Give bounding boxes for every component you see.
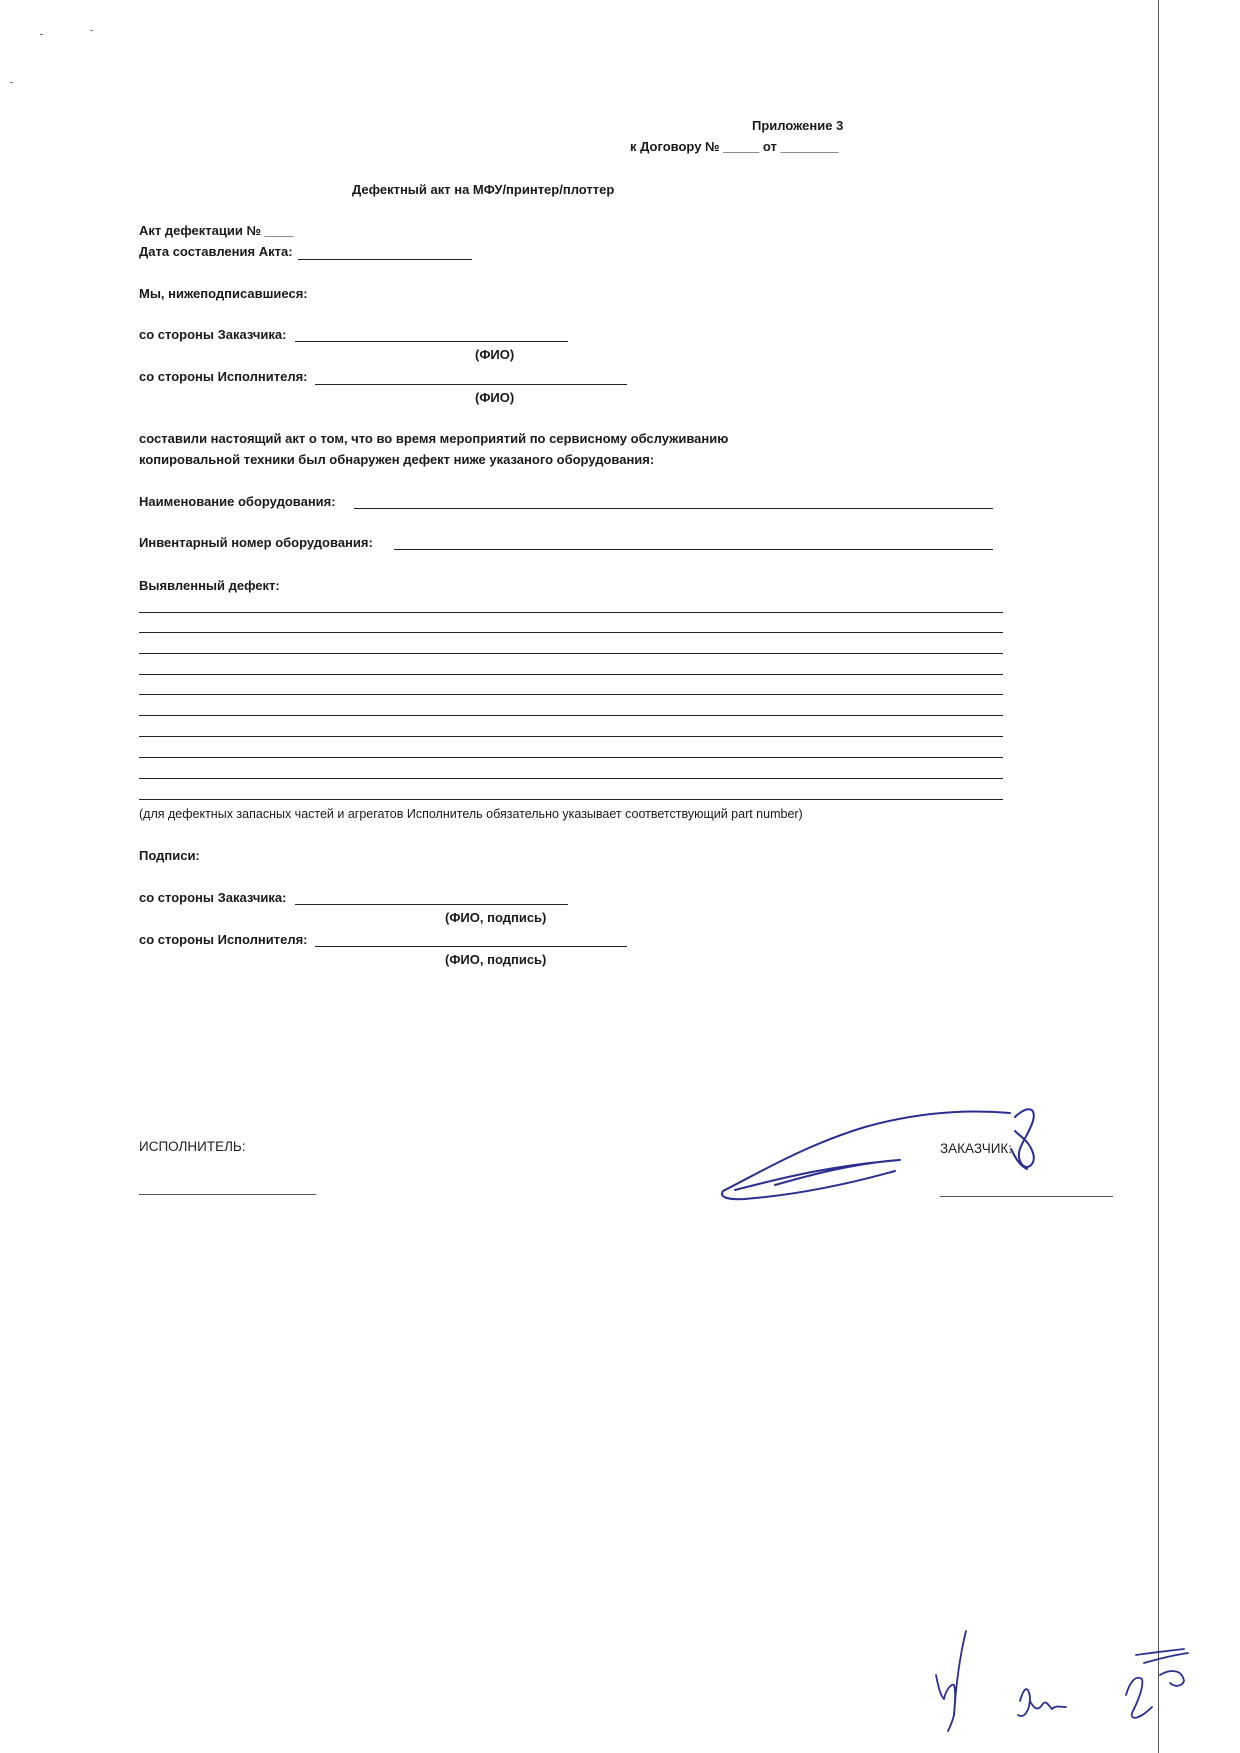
scan-speck [10,82,13,83]
defect-line[interactable] [139,694,1003,695]
customer-fio-field[interactable] [295,341,568,342]
intro-text: Мы, нижеподписавшиеся: [139,286,308,301]
footer-contractor-sign-line[interactable] [139,1194,316,1195]
equipment-name-field[interactable] [354,508,993,509]
sign-customer-label: со стороны Заказчика: [139,890,287,905]
sign-customer-field[interactable] [295,904,568,905]
contractor-fio-caption: (ФИО) [475,390,515,405]
statement-line-1: составили настоящий акт о том, что во время мероприятий по сервисному обслуживанию [139,431,729,446]
contractor-fio-field[interactable] [315,384,627,385]
defect-line[interactable] [139,653,1003,654]
act-date-label: Дата составления Акта: [139,244,293,259]
equipment-name-label: Наименование оборудования: [139,494,336,509]
footer-customer-label: ЗАКАЗЧИК: [940,1141,1013,1156]
customer-party-label: со стороны Заказчика: [139,327,287,342]
defect-line[interactable] [139,612,1003,613]
act-date-field[interactable] [298,259,472,260]
contract-reference: к Договору № _____ от ________ [630,139,839,154]
appendix-label: Приложение 3 [752,118,844,133]
scan-speck [90,30,93,31]
footer-contractor-label: ИСПОЛНИТЕЛЬ: [139,1139,246,1154]
sign-contractor-caption: (ФИО, подпись) [445,952,547,967]
defect-line[interactable] [139,715,1003,716]
sign-contractor-field[interactable] [315,946,627,947]
customer-handwritten-signature [715,1105,1085,1205]
signatures-heading: Подписи: [139,848,200,863]
defect-line[interactable] [139,674,1003,675]
scan-speck [40,34,43,35]
inventory-number-label: Инвентарный номер оборудования: [139,535,373,550]
customer-fio-caption: (ФИО) [475,347,515,362]
sign-contractor-label: со стороны Исполнителя: [139,932,308,947]
defect-line[interactable] [139,778,1003,779]
statement-line-2: копировальной техники был обнаружен дефект ниже указаного оборудования: [139,452,655,467]
contractor-party-label: со стороны Исполнителя: [139,369,308,384]
defect-line[interactable] [139,632,1003,633]
sign-customer-caption: (ФИО, подпись) [445,910,547,925]
act-number-label: Акт дефектации № ____ [139,223,294,238]
inventory-number-field[interactable] [394,549,993,550]
defect-label: Выявленный дефект: [139,578,280,593]
defect-line[interactable] [139,799,1003,800]
defect-line[interactable] [139,736,1003,737]
page-initials-signatures [930,1625,1210,1735]
document-title: Дефектный акт на МФУ/принтер/плоттер [352,182,615,197]
defect-line[interactable] [139,757,1003,758]
page-edge-rule [1158,0,1159,1753]
defect-note: (для дефектных запасных частей и агрегатов Исполнитель обязательно указывает соответствующий part number) [139,807,803,821]
